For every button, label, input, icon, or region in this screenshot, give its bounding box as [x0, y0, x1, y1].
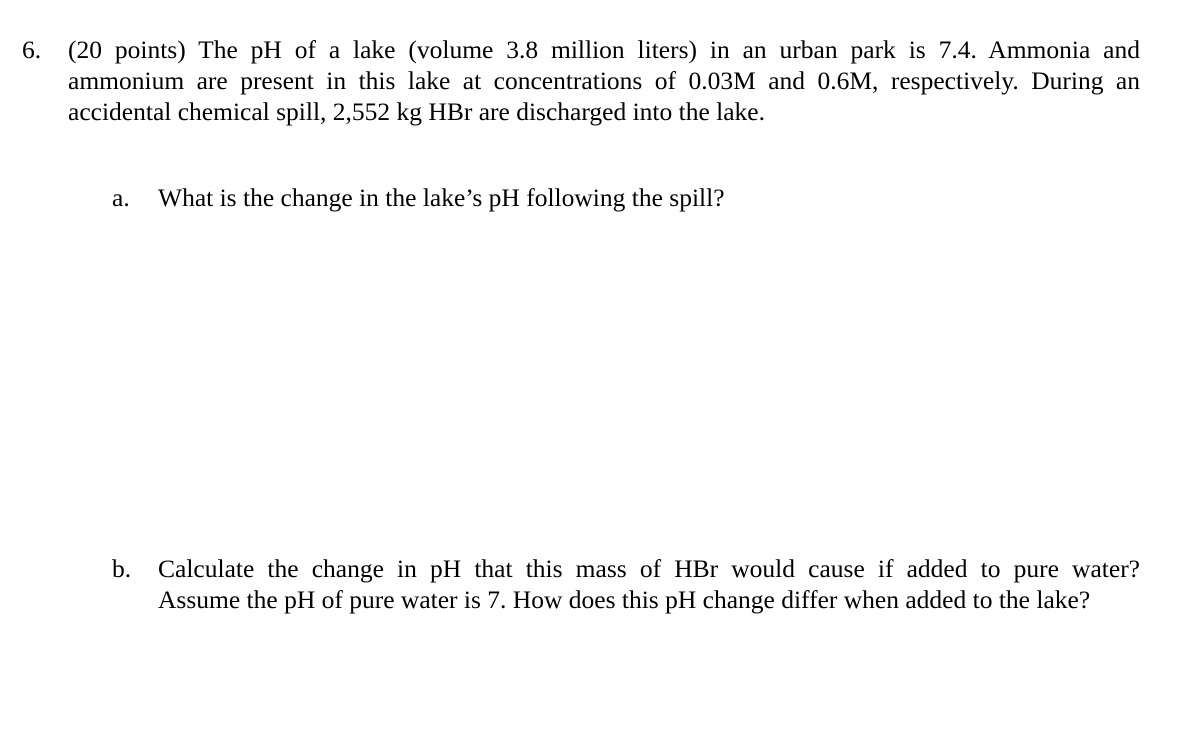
question-stem-line: accidental chemical spill, 2,552 kg HBr are discharged into the lake. — [68, 97, 766, 126]
part-a — [112, 182, 1140, 213]
part-b-line: Calculate the change in pH that this mass of HBr would cause if added to pure water? — [158, 554, 1140, 583]
question-6 — [22, 34, 1140, 127]
question-stem-line: (20 points) The pH of a lake (volume 3.8 million liters) in an urban park is 7.4. Ammonia and — [68, 35, 1140, 64]
part-a-line: What is the change in the lake’s pH following the spill? — [158, 183, 725, 212]
question-number: 6. — [22, 35, 42, 64]
part-b-text — [158, 553, 1140, 615]
part-b — [112, 553, 1140, 615]
part-a-text — [158, 182, 1140, 213]
question-stem — [68, 34, 1140, 127]
part-a-label: a. — [112, 183, 130, 212]
part-b-line: Assume the pH of pure water is 7. How does this pH change differ when added to the lake? — [158, 585, 1091, 614]
question-stem-line: ammonium are present in this lake at concentrations of 0.03M and 0.6M, respectively. During an — [68, 66, 1140, 95]
part-b-label: b. — [112, 554, 132, 583]
